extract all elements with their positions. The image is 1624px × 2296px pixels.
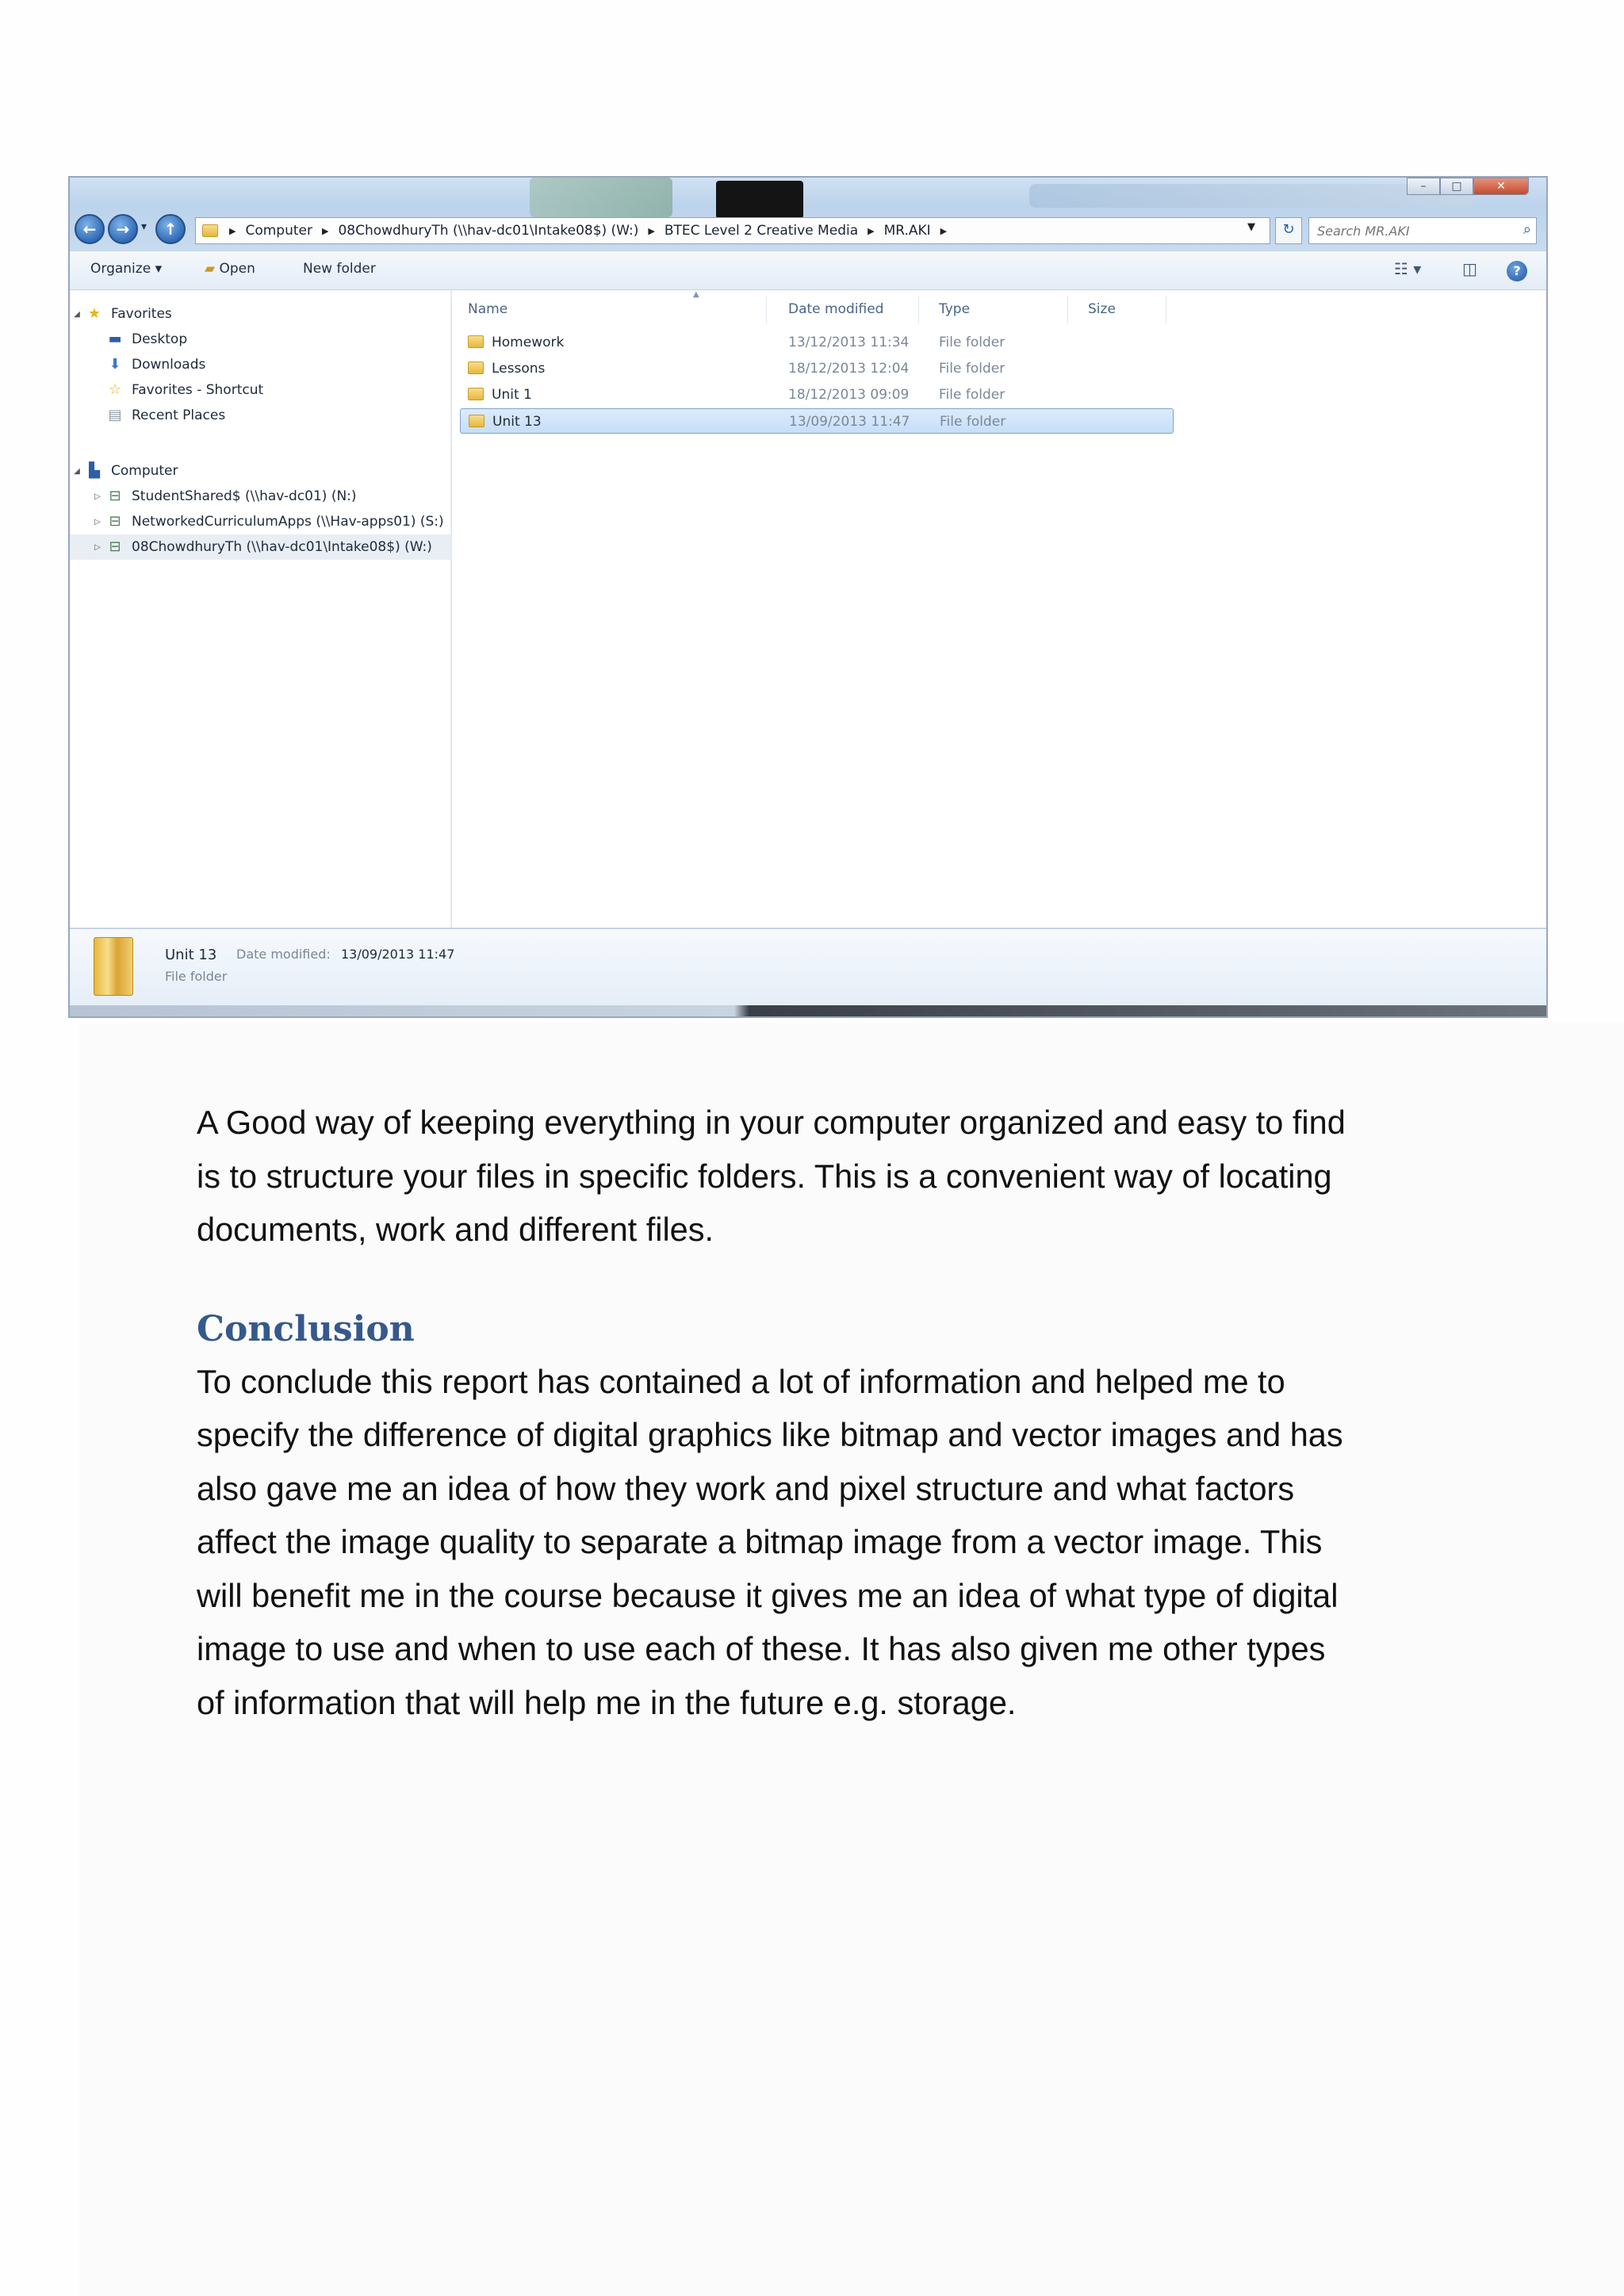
text-line: documents, work and different files.: [197, 1211, 714, 1248]
close-button[interactable]: ✕: [1473, 178, 1529, 195]
file-list: [452, 290, 1546, 928]
nav-label: Recent Places: [132, 408, 226, 423]
open-label: Open: [219, 261, 255, 277]
text-line: will benefit me in the course because it gives me an idea of what type of digital: [197, 1576, 1339, 1614]
column-header-name[interactable]: Name: [468, 301, 508, 317]
file-date: 13/09/2013 11:47: [789, 414, 910, 430]
downloads-icon: ⬇: [109, 356, 121, 373]
forward-button[interactable]: →: [108, 214, 138, 244]
column-divider[interactable]: [1067, 297, 1068, 323]
organize-label: Organize: [90, 261, 151, 277]
nav-label: Favorites: [111, 306, 172, 322]
back-button[interactable]: ←: [75, 214, 105, 244]
file-name: Unit 1: [492, 387, 532, 403]
organize-button[interactable]: Organize ▾: [90, 261, 163, 277]
conclusion-paragraph: [197, 1355, 1434, 1730]
expand-arrow-icon[interactable]: ▷: [94, 517, 101, 526]
search-box[interactable]: [1308, 217, 1537, 244]
breadcrumb-separator-icon[interactable]: ▶: [648, 225, 655, 236]
recent-places-icon: ▤: [108, 407, 122, 423]
minimize-button[interactable]: –: [1407, 178, 1440, 195]
recent-pages-dropdown-icon[interactable]: ▾: [141, 220, 147, 233]
open-button[interactable]: [205, 261, 255, 277]
nav-computer[interactable]: [70, 458, 450, 484]
document-body: [197, 1096, 1434, 1729]
nav-label: Computer: [111, 463, 178, 479]
file-date: 13/12/2013 11:34: [788, 335, 910, 350]
folder-icon: [202, 224, 218, 237]
file-type: File folder: [939, 361, 1005, 377]
desktop-background: [530, 178, 672, 217]
star-icon: ★: [87, 305, 102, 322]
computer-icon: ▙: [89, 462, 100, 479]
nav-label: Desktop: [132, 331, 188, 347]
file-row-lessons[interactable]: [460, 356, 1174, 381]
breadcrumb-separator-icon[interactable]: ▶: [940, 225, 948, 236]
collapse-arrow-icon[interactable]: ◢: [74, 466, 80, 476]
details-pane: [70, 928, 1546, 1005]
text-line: To conclude this report has contained a lot of information and helped me to: [197, 1362, 1285, 1400]
folder-icon: [468, 335, 484, 348]
text-line: also gave me an idea of how they work and pixel structure and what factors: [197, 1469, 1295, 1507]
change-view-icon[interactable]: ☷ ▾: [1394, 259, 1422, 278]
text-line: affect the image quality to separate a bitmap image from a vector image. This: [197, 1523, 1323, 1560]
column-header-type[interactable]: Type: [939, 301, 971, 317]
text-line: specify the difference of digital graphics like bitmap and vector images and has: [197, 1416, 1343, 1453]
nav-favorites[interactable]: [70, 301, 450, 327]
text-line: image to use and when to use each of these. It has also given me other types: [197, 1630, 1326, 1667]
nav-item-downloads[interactable]: [70, 352, 450, 377]
text-line: A Good way of keeping everything in your computer organized and easy to find: [197, 1104, 1346, 1141]
nav-label: StudentShared$ (\\hav-dc01) (N:): [132, 488, 357, 504]
details-item-type: File folder: [165, 969, 228, 984]
nav-label: Favorites - Shortcut: [132, 382, 264, 398]
file-name: Unit 13: [492, 414, 542, 430]
explorer-window-screenshot: [68, 176, 1548, 1018]
file-type: File folder: [940, 414, 1006, 430]
breadcrumb-computer[interactable]: Computer: [245, 223, 312, 239]
column-header-date-modified[interactable]: Date modified: [788, 301, 884, 317]
file-name: Lessons: [492, 361, 546, 377]
navigation-pane: [70, 290, 452, 928]
text-line: is to structure your files in specific folders. This is a convenient way of locating: [197, 1157, 1332, 1195]
help-icon[interactable]: ?: [1507, 260, 1527, 281]
title-bar: [70, 178, 1546, 251]
nav-item-drive-n[interactable]: [70, 484, 450, 509]
file-row-unit-1[interactable]: [460, 382, 1174, 408]
expand-arrow-icon[interactable]: ▷: [94, 542, 101, 552]
refresh-button[interactable]: ↻: [1275, 217, 1302, 244]
column-header-size[interactable]: Size: [1088, 301, 1116, 317]
details-date-value: 13/09/2013 11:47: [341, 947, 455, 962]
breadcrumb-separator-icon[interactable]: ▶: [321, 225, 329, 236]
nav-item-favorites-shortcut[interactable]: [70, 377, 450, 403]
network-drive-icon: ⊟: [109, 513, 121, 530]
new-folder-button[interactable]: New folder: [303, 261, 376, 277]
folder-icon: [469, 415, 485, 427]
file-row-unit-13[interactable]: [460, 408, 1174, 434]
taskbar-edge: [70, 1005, 1546, 1018]
breadcrumb-drive[interactable]: 08ChowdhuryTh (\\hav-dc01\Intake08$) (W:): [338, 223, 639, 239]
up-level-button[interactable]: ↑: [155, 214, 186, 244]
address-bar[interactable]: [195, 217, 1270, 244]
navigation-row: [70, 212, 1546, 247]
conclusion-heading: Conclusion: [197, 1308, 415, 1349]
file-date: 18/12/2013 12:04: [788, 361, 910, 377]
column-divider[interactable]: [766, 297, 767, 323]
window-controls: [1407, 178, 1529, 195]
expand-arrow-icon[interactable]: ▷: [94, 492, 101, 501]
intro-paragraph: [197, 1096, 1434, 1257]
network-drive-icon: ⊟: [109, 488, 121, 504]
details-date-label: Date modified:: [236, 947, 331, 962]
nav-label: 08ChowdhuryTh (\\hav-dc01\Intake08$) (W:): [132, 539, 432, 555]
column-divider[interactable]: [918, 297, 919, 323]
breadcrumb-separator-icon[interactable]: ▶: [868, 225, 875, 236]
details-item-name: Unit 13: [165, 947, 217, 963]
nav-label: Downloads: [132, 357, 206, 373]
search-icon[interactable]: ⌕: [1522, 221, 1531, 238]
nav-item-recent-places[interactable]: [70, 403, 450, 428]
file-type: File folder: [939, 335, 1005, 350]
folder-icon: [468, 388, 484, 400]
search-input[interactable]: [1316, 218, 1509, 243]
file-name: Homework: [492, 335, 565, 350]
sort-ascending-icon: ▲: [693, 290, 699, 299]
star-icon: ☆: [108, 381, 122, 398]
breadcrumb-current-folder[interactable]: MR.AKI: [883, 223, 931, 239]
nav-item-drive-w[interactable]: [70, 534, 450, 560]
file-type: File folder: [939, 387, 1005, 403]
file-row-homework[interactable]: [460, 330, 1174, 355]
open-folder-icon: ▰: [205, 261, 216, 277]
network-drive-icon: ⊟: [109, 538, 121, 555]
breadcrumb-separator-icon[interactable]: ▶: [229, 225, 236, 236]
file-date: 18/12/2013 09:09: [788, 387, 910, 403]
address-history-dropdown-icon[interactable]: ▼: [1247, 221, 1255, 233]
command-bar: [70, 251, 1546, 290]
nav-item-drive-s[interactable]: [70, 509, 450, 534]
preview-pane-icon[interactable]: ◫: [1462, 259, 1477, 278]
folder-icon: [468, 362, 484, 374]
folder-icon: [94, 937, 133, 996]
nav-label: NetworkedCurriculumApps (\\Hav-apps01) (S:): [132, 514, 444, 530]
text-line: of information that will help me in the future e.g. storage.: [197, 1683, 1017, 1721]
desktop-icon: ▬: [108, 331, 122, 347]
breadcrumb-course-folder[interactable]: BTEC Level 2 Creative Media: [664, 223, 859, 239]
nav-item-desktop[interactable]: [70, 327, 450, 352]
collapse-arrow-icon[interactable]: ◢: [74, 309, 80, 319]
maximize-button[interactable]: □: [1440, 178, 1473, 195]
